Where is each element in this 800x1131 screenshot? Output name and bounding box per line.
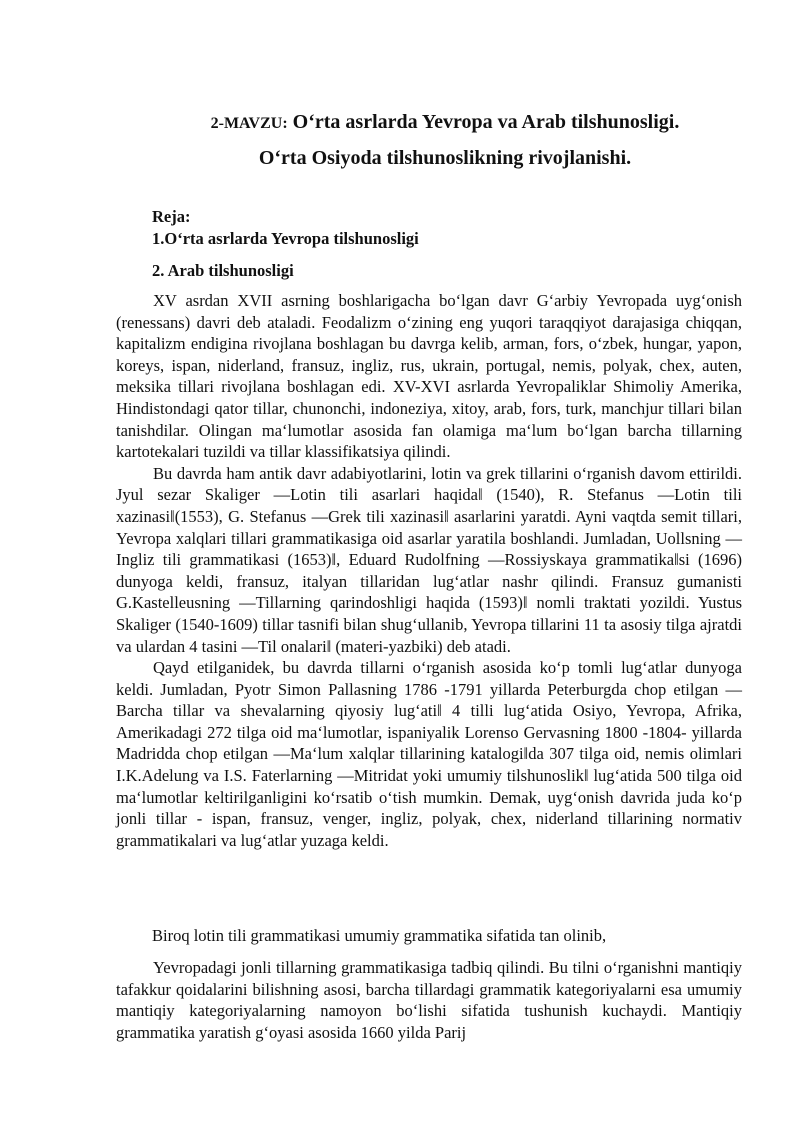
- paragraph: Yevropadagi jonli tillarning grammatikasiga tadbiq qilindi. Bu tilni o‘rganishni mantiqiy tafakkur qoidalarini bilishning asosi, barcha tillardagi grammatik kategoriyalarni esa umumiy mantiqiy kategoriyalarning namoyon bo‘lishi sifatida tushunish kuchaydi. Mantiqiy grammatika yaratish g‘oyasi asosida 1660 yilda Parij: [116, 958, 742, 1042]
- paragraph: Qayd etilganidek, bu davrda tillarni o‘rganish asosida ko‘p tomli lug‘atlar dunyoga keldi. Jumladan, Pyotr Simon Pallasning 1786 -1791 yillarda Peterburgda chop etilgan —Barcha tillar va shevalarning qiyosiy lug‘ati‖ 4 tilli lug‘atida Osiyo, Yevropa, Afrika, Amerikadagi 272 tilga oid ma‘lumotlar, ispaniyalik Lorenso Gervasning 1800 -1804- yillarda Madridda chop etilgan —Ma‘lum xalqlar tillarining katalogi‖da 307 tilga oid, nemis olimlari I.K.Adelung va I.S. Faterlarning —Mitridat yoki umumiy tilshunoslik‖ lug‘atida 500 tilga oid ma‘lumotlar keltirilganligini ko‘rsatib o‘tish mumkin. Demak, uyg‘onish davrida juda ko‘p jonli tillar - ispan, fransuz, venger, ingliz, polyak, chex, niderland tillarining normativ grammatikalari va lug‘atlar yuzaga keldi.: [116, 658, 742, 850]
- plan-item: 2. Arab tilshunosligi: [152, 261, 294, 280]
- topic-tag: 2-MAVZU:: [210, 115, 288, 132]
- topic-title-line2: O‘rta Osiyoda tilshunoslikning rivojlanishi.: [258, 147, 632, 169]
- body-text-continued: [116, 957, 742, 1043]
- paragraph: Bu davrda ham antik davr adabiyotlarini, lotin va grek tillarini o‘rganish davom ettirildi. Jyul sezar Skaliger —Lotin tili asarlari haqida‖ (1540), R. Stefanus —Lotin tili xazinasi‖(1553), G. Stefanus —Grek tili xazinasi‖ asarlarini yaratdi. Ayni vaqtda semit tillari, Yevropa xalqlari tillari grammatikasiga oid asarlar yaratila boshlandi. Jumladan, Uollsning —Ingliz tili grammatikasi (1653)‖, Eduard Rudolfning —Rossiyskaya grammatika‖si (1696) dunyoga keldi, fransuz, italyan tillaridan lug‘atlar nashr qilindi. Fransuz gumanisti G.Kastelleusning —Tillarning qarindoshligi haqida (1593)‖ nomli traktati yozildi. Yustus Skaliger (1540-1609) tillar tasnifi bilan shug‘ullanib, Yevropa tillarini 11 ta asosiy tilga ajratdi va ulardan 4 tasini —Til onalari‖ (materi-yazbiki) deb atadi.: [116, 463, 742, 656]
- topic-title-line1: O‘rta asrlarda Yevropa va Arab tilshunosligi.: [292, 111, 680, 133]
- plan-item: 1.O‘rta asrlarda Yevropa tilshunosligi: [152, 229, 419, 248]
- plan-title: Reja:: [152, 207, 191, 226]
- topic-heading: [45, 110, 800, 136]
- body-text: [116, 290, 742, 851]
- paragraph: Biroq lotin tili grammatikasi umumiy grammatika sifatida tan olinib,: [152, 926, 607, 945]
- paragraph: XV asrdan XVII asrning boshlarigacha bo‘lgan davr G‘arbiy Yevropada uyg‘onish (renessans) davri deb ataladi. Feodalizm o‘zining eng yuqori taraqqiyot darajasiga chiqqan, kapitalizm endigina rivojlana boshlagan bu davrga kelib, arman, fors, o‘zbek, hungar, yapon, koreys, ispan, niderland, fransuz, ingliz, rus, ukrain, portugal, nemis, polyak, chex, auten, meksika tillari rivojlana boshlagan edi. XV-XVI asrlarda Yevropaliklar Shimoliy Amerika, Hindistondagi qator tillar, chunonchi, indoneziya, xitoy, arab, fors, turk, manchjur tillari bilan tanishdilar. Olingan ma‘lumotlar asosida fan olamiga ma‘lum bo‘lgan barcha tillarning kartotekalari tuzildi va tillar klassifikatsiya qilindi.: [116, 291, 742, 462]
